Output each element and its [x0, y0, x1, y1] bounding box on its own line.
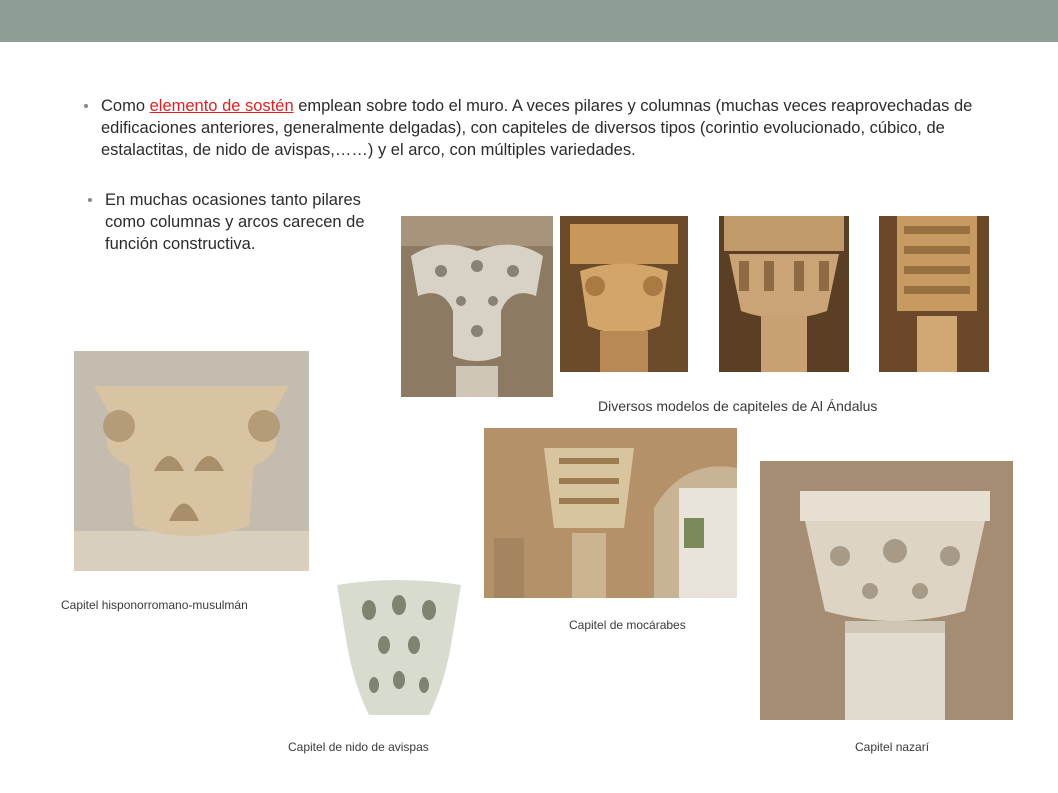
capital-hisponorromano-photo: [74, 351, 309, 571]
capital-nido-photo: [329, 575, 469, 725]
bullet-point-1: [101, 95, 1001, 161]
caption-nido-de-avispas: Capitel de nido de avispas: [288, 740, 429, 754]
elemento-de-sosten-link[interactable]: elemento de sostén: [149, 97, 294, 115]
bullet-1-text-end: emplean sobre todo el muro. A veces pilares y columnas (muchas veces reaprovechadas de edificaciones anteriores, generalmente delgadas), con capiteles de diversos tipos (corintio evolucionado, cúbico, de estalactitas, de nido de avispas,……) y el arco, con múltiples variedades.: [101, 97, 973, 159]
bullet-2-text: En muchas ocasiones tanto pilares como columnas y arcos carecen de función constructiva.: [105, 191, 365, 253]
capital-mocarabes-photo: [484, 428, 737, 598]
capital-photo-1: [401, 216, 553, 397]
caption-diversos-modelos: Diversos modelos de capiteles de Al Ándalus: [598, 398, 878, 414]
capital-photo-3: [719, 216, 849, 372]
bullet-dot: [84, 104, 88, 108]
bullet-dot: [88, 198, 92, 202]
capital-photo-2: [560, 216, 688, 372]
slide-top-bar: [0, 0, 1058, 42]
caption-nazari: Capitel nazarí: [855, 740, 930, 754]
caption-hisponorromano: Capitel hisponorromano-musulmán: [61, 598, 248, 612]
caption-mocarabes: Capitel de mocárabes: [569, 618, 686, 632]
bullet-1-text-start: Como: [101, 97, 150, 115]
bullet-point-2: [105, 189, 380, 255]
capital-nazari-photo: [760, 461, 1013, 720]
capital-photo-4: [879, 216, 989, 372]
